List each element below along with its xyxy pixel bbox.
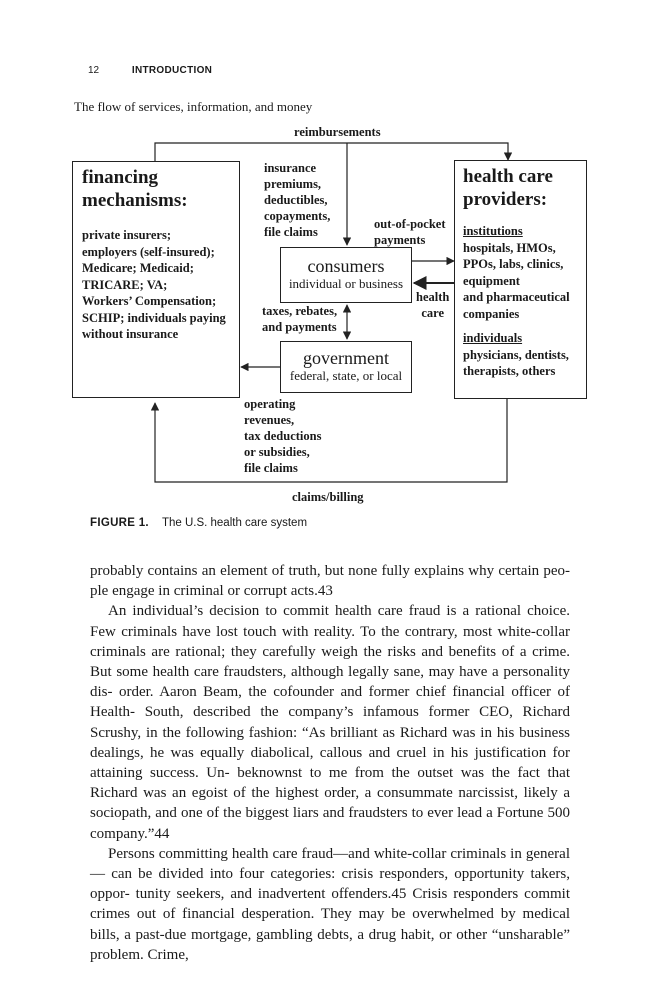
reimbursements-label: reimbursements: [294, 125, 381, 139]
paragraph-1: probably contains an element of truth, but none fully explains why certain peo- ple engage in criminal or corrupt acts.43: [90, 563, 570, 600]
providers-heading: health care providers:: [463, 166, 553, 210]
figure-title: The flow of services, information, and money: [74, 99, 313, 114]
section-title: INTRODUCTION: [131, 65, 213, 76]
financing-box: [72, 161, 240, 398]
government-box: [280, 341, 412, 393]
claims-billing-line: [155, 398, 507, 482]
operating-revenues-label: operating revenues, tax deductions or subsidies, file claims: [244, 397, 322, 475]
body-text: [90, 561, 570, 965]
government-subtitle: federal, state, or local: [289, 368, 403, 383]
paragraph-3: Persons committing health care fraud—and white-collar criminals in general— can be divided into four categories: crisis responders, opportunity takers, oppor- tunity seekers, and inadvertent offenders.45 Crisis responders commit crimes out of financial desperation. They may be overwhelmed by medical bills, a past-due mortgage, gambling debts, a drug habit, or other “unsharable” problem. Crime,: [90, 845, 571, 963]
government-title: government: [303, 348, 389, 368]
out-of-pocket-label: out-of-pocket payments: [374, 217, 446, 247]
consumers-subtitle: individual or business: [288, 276, 404, 291]
paragraph-2: An individual’s decision to commit health care fraud is a rational choice. Few criminals have lost touch with reality. To the contrary, most white-collar criminals are rational; they carefully weigh the risks and benefits of a crime. But some health care fraudsters, although legally sane, may have a personality dis- order. Aaron Beam, the cofounder and former chief financial officer of Health- South, described the company’s infamous former CEO, Richard Scrushy, in the following fashion: “As brilliant as Richard was in his business dealings, he was equally diabolical, callous and cruel in his justification for attaining success. Un- beknownst to me from the outset was the fact that Richard was an egoist of the highest order, a consummate narcissist, likely a sociopath, and one of the biggest liars and fraudsters to ever lead a Fortune 500 company.”44: [90, 603, 571, 842]
providers-list: institutions hospitals, HMOs, PPOs, labs, clinics, equipment and pharmaceutical companies individuals physicians, dentists, therapists, others: [463, 223, 586, 380]
claims-billing-label: claims/billing: [292, 490, 364, 504]
individuals-label: individuals: [463, 331, 523, 345]
insurance-premiums-label: insurance premiums, deductibles, copayments, file claims: [264, 161, 331, 239]
health-care-label: health care: [416, 290, 450, 320]
providers-box: [454, 160, 587, 399]
financing-list: private insurers; employers (self-insured); Medicare; Medicaid; TRICARE; VA; Workers’ Compensation; SCHIP; individuals paying without insurance: [82, 228, 226, 341]
institutions-label: institutions: [463, 224, 523, 238]
consumers-box: [280, 247, 412, 303]
taxes-rebates-label: taxes, rebates, and payments: [262, 304, 338, 334]
figure-caption: [90, 517, 307, 529]
financing-heading: financing mechanisms:: [82, 167, 188, 211]
caption-text: The U.S. health care system: [161, 517, 308, 529]
consumers-title: consumers: [307, 256, 385, 276]
page-number: 12: [88, 65, 100, 76]
figure-number: FIGURE 1.: [90, 517, 149, 529]
